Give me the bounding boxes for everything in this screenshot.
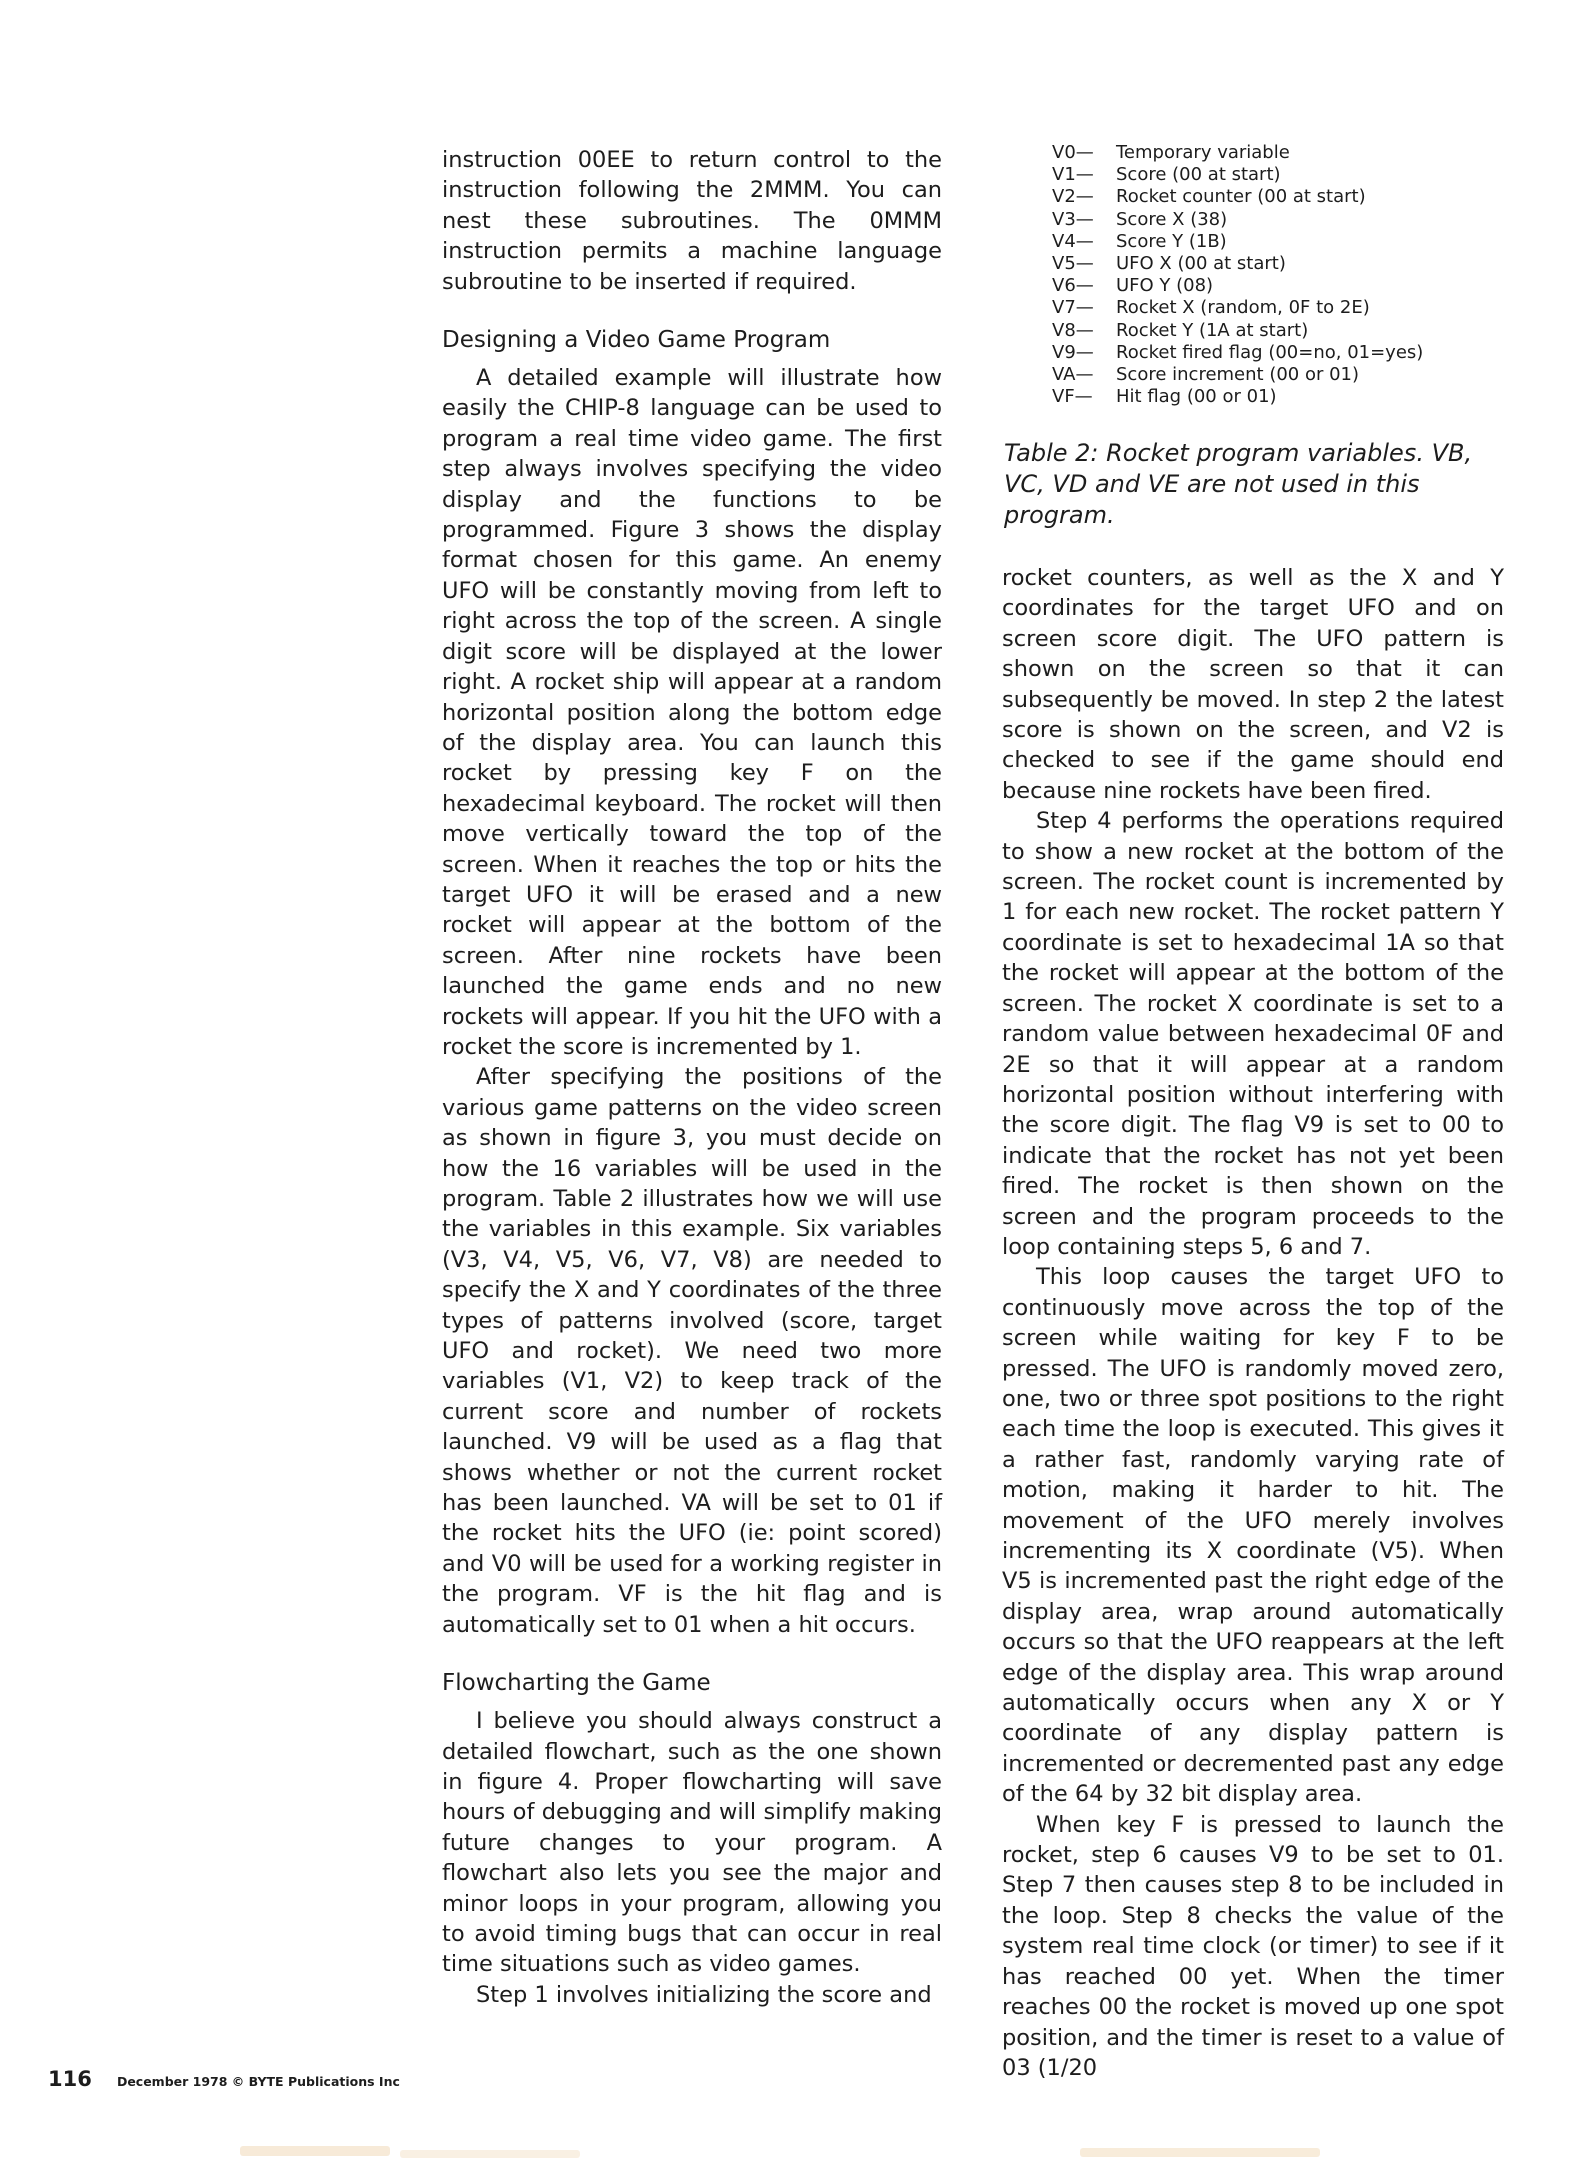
paragraph-rocket-counters: rocket counters, as well as the X and Y coordinates for the target UFO and on screen score digit. The UFO pattern is shown on the screen so that it can subsequently be moved. In step 2 the latest score is shown on the screen, and V2 is checked to see if the game should end because nine rockets have been fired. [1002,565,1504,804]
edge-stain [240,2146,390,2156]
paragraph-loop: This loop causes the target UFO to continuously move across the top of the screen while waiting for key F to be pressed. The UFO is randomly moved zero, one, two or three spot positions to the right each time the loop is executed. This gives it a rather fast, randomly varying rate of motion, making it harder to hit. The movement of the UFO merely involves incrementing its X coordinate (V5). When V5 is incremented past the right edge of the display area, wrap around automatically occurs so that the UFO reappears at the left edge of the display area. This wrap around automatically occurs when any X or Y coordinate of any display pattern is incremented or decremented past any edge of the 64 by 32 bit display area. [1002,1264,1504,1808]
variable-name: V9— [1052,341,1094,363]
intro-paragraph: instruction 00EE to return control to the instruction following the 2MMM. You can nest these subroutines. The 0MMM instruction permits a machine language subroutine to be inserted if required. [442,147,942,295]
variable-description: Rocket fired flag (00=no, 01=yes) [1116,341,1424,363]
page-number: 116 [48,2067,92,2091]
variable-description: Hit flag (00 or 01) [1116,386,1277,408]
paragraph-flowchart: I believe you should always construct a detailed flowchart, such as the one shown in figure 4. Proper flowcharting will save hours of debugging and will simplify making future changes to your program. A flowchart also lets you see the major and minor loops in your program, allowing you to avoid timing bugs that can occur in real time situations such as video games. [442,1708,942,1978]
variable-description: Score Y (1B) [1116,230,1227,252]
page-footer [48,2067,400,2091]
variable-description: Score X (38) [1116,208,1228,230]
variable-row [1052,142,1522,164]
variable-description: Temporary variable [1116,142,1290,163]
heading-flowcharting: Flowcharting the Game [442,1670,711,1697]
variable-row [1052,253,1522,275]
right-text-column [1002,563,1504,2083]
variable-name: V7— [1052,297,1094,319]
variable-row [1052,275,1522,297]
paragraph-step1: Step 1 involves initializing the score and [476,1981,932,2008]
variable-description: UFO Y (08) [1116,275,1214,297]
variable-row [1052,364,1522,386]
variable-name: V8— [1052,319,1094,341]
variable-name: V0— [1052,142,1094,163]
variable-row [1052,209,1522,231]
variable-name: V5— [1052,253,1094,275]
variable-description: Score (00 at start) [1116,164,1281,186]
variable-row [1052,297,1522,319]
variable-row [1052,231,1522,253]
variable-description: Rocket counter (00 at start) [1116,186,1366,208]
variable-name: V1— [1052,164,1094,186]
variable-row [1052,342,1522,364]
paragraph-design-intro: A detailed example will illustrate how easily the CHIP-8 language can be used to program a real time video game. The first step always involves specifying the video display and the functions to be programmed. Figure 3 shows the display format chosen for this game. An enemy UFO will be constantly moving from left to right across the top of the screen. A single digit score will be displayed at the lower right. A rocket ship will appear at a random horizontal position along the bottom edge of the display area. You can launch this rocket by pressing key F on the hexadecimal keyboard. The rocket will then move vertically toward the top of the screen. When it reaches the top or hits the target UFO it will be erased and a new rocket will appear at the bottom of the screen. After nine rockets have been launched the game ends and no new rockets will appear. If you hit the UFO with a rocket the score is incremented by 1. [442,365,942,1060]
variable-name: V4— [1052,230,1094,252]
variable-name: VF— [1052,386,1093,408]
variables-table [1052,142,1522,408]
variable-description: Rocket Y (1A at start) [1116,319,1309,341]
edge-stain [1080,2148,1320,2157]
variable-row [1052,186,1522,208]
left-text-column [442,145,942,2010]
variable-row [1052,320,1522,342]
table-caption: Table 2: Rocket program variables. VB, VC, VD and VE are not used in this program. [1004,439,1473,529]
paragraph-variables: After specifying the positions of the various game patterns on the video screen as shown in figure 3, you must decide on how the 16 variables will be used in the program. Table 2 illustrates how we will use the variables in this example. Six variables (V3, V4, V5, V6, V7, V8) are needed to specify the X and Y coordinates of the three types of patterns involved (score, target UFO and rocket). We need two more variables (V1, V2) to keep track of the current score and number of rockets launched. V9 will be used as a flag that shows whether or not the current rocket has been launched. VA will be set to 01 if the rocket hits the UFO (ie: point scored) and V0 will be used for a working register in the program. VF is the hit flag and is automatically set to 01 when a hit occurs. [442,1064,942,1638]
variable-name: V6— [1052,275,1094,297]
variable-description: Score increment (00 or 01) [1116,364,1360,386]
variable-name: V3— [1052,208,1094,230]
variable-name: VA— [1052,364,1094,386]
variable-description: Rocket X (random, 0F to 2E) [1116,297,1370,319]
heading-designing-video-game: Designing a Video Game Program [442,327,831,354]
variable-row [1052,386,1522,408]
edge-stain [400,2150,580,2158]
variable-description: UFO X (00 at start) [1116,253,1286,275]
variable-name: V2— [1052,186,1094,208]
paragraph-key-f: When key F is pressed to launch the rocket, step 6 causes V9 to be set to 01. Step 7 then causes step 8 to be included in the loop. Step 8 checks the value of the system real time clock (or timer) to see if it has reached 00 yet. When the timer reaches 00 the rocket is moved up one spot position, and the timer is reset to a value of 03 (1/20 [1002,1811,1504,2081]
variable-row [1052,164,1522,186]
footer-credit: December 1978 © BYTE Publications Inc [116,2074,400,2089]
paragraph-step4: Step 4 performs the operations required to show a new rocket at the bottom of the screen. The rocket count is incremented by 1 for each new rocket. The rocket pattern Y coordinate is set to hexadecimal 1A so that the rocket will appear at the bottom of the screen. The rocket X coordinate is set to a random value between hexadecimal 0F and 2E so that it will appear at a random horizontal position without interfering with the score digit. The flag V9 is set to 00 to indicate that the rocket has not yet been fired. The rocket is then shown on the screen and the program proceeds to the loop containing steps 5, 6 and 7. [1002,808,1504,1260]
